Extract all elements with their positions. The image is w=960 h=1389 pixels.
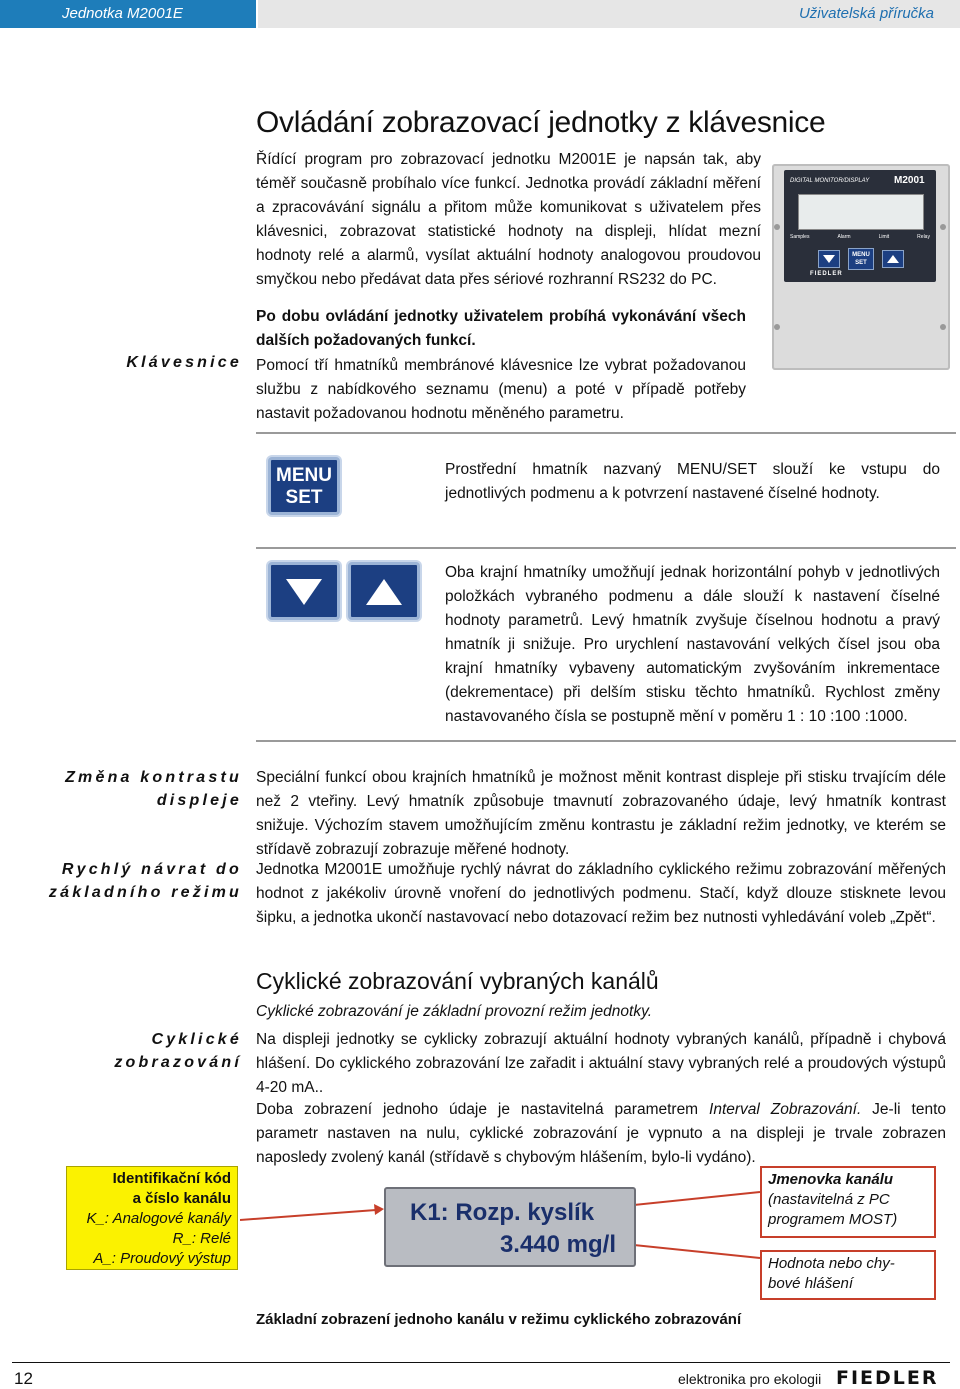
bold-note: Po dobu ovládání jednotky uživatelem probíhá vykonávání všech dalších požadovaných funkcí. bbox=[256, 308, 746, 349]
intro-paragraph bbox=[256, 148, 761, 292]
device-display bbox=[798, 194, 924, 230]
device-brand: FIEDLER bbox=[810, 271, 843, 277]
device-screw bbox=[774, 224, 780, 230]
section-title: Ovládání zobrazovací jednotky z klávesnice bbox=[256, 106, 826, 139]
down-arrow-key bbox=[268, 562, 340, 620]
device-key-menu-label: MENU bbox=[852, 252, 870, 258]
cyclic-paragraph-1: Na displeji jednotky se cyklicky zobrazují aktuální hodnoty vybraných kanálů, případně i chybová hlášení. Do cyklického zobrazování lze zařadit i aktuální stavy vybraných relé a proudových výstupů 4-20 mA.. bbox=[256, 1031, 946, 1096]
menu-key-label: MENU bbox=[276, 465, 332, 486]
intro-text: Řídící program pro zobrazovací jednotku M2001E je napsán tak, aby téměř současně probíhalo více funkcí. Jednotka provádí základní měření a zpracovávání signálu a přitom může komunikovat s uživatelem přes klávesnici, zobrazovat statistické hodnoty na displeji, hlídat mezní hodnoty relé a alarmů, vysílat aktuální hodnoty analogovou proudovou smyčkou nebo předávat data přes sériové rozhranní RS232 do PC. bbox=[256, 151, 761, 288]
footer-text: elektronika pro ekologii bbox=[678, 1371, 822, 1387]
separator bbox=[256, 547, 956, 549]
yellow-line-2: a číslo kanálu bbox=[132, 1190, 231, 1207]
yellow-line-5: A_: Proudový výstup bbox=[93, 1250, 231, 1267]
note-name-line-3: programem MOST) bbox=[768, 1211, 898, 1228]
note-name-line-1: Jmenovka kanálu bbox=[768, 1171, 894, 1188]
side-heading-cyclic: Cyklické zobrazování bbox=[114, 1031, 242, 1071]
arrow-keys-description: Oba krajní hmatníky umožňují jednak horizontální pohyb v jednotlivých položkách vybraného podmenu a dále slouží k nastavení číselné hodnoty parametrů. Levý hmatník zvyšuje číselnou hodnotu a pravý hmatník ji snižuje. Pro urychlení nastavování velkých čísel jsou oba krajní hmatníky vybaveny automatickým zvyšováním inkrementace (dekrementace) při delším stisku těchto hmatníků. Rychlost změny nastavovaného čísla se postupně mění v poměru 1 : 10 :100 :1000. bbox=[445, 564, 940, 725]
section2-subtitle: Cyklické zobrazování je základní provozní režim jednotky. bbox=[256, 1003, 652, 1020]
note-value-line-2: bové hlášení bbox=[768, 1275, 854, 1292]
p2-before: Doba zobrazení jednoho údaje je nastavitelná parametrem bbox=[256, 1101, 710, 1118]
section2-title: Cyklické zobrazování vybraných kanálů bbox=[256, 968, 659, 994]
footer-brand-logo: FIEDLER bbox=[836, 1367, 939, 1389]
yellow-line-4: R_: Relé bbox=[172, 1230, 231, 1247]
figure-caption: Základní zobrazení jednoho kanálu v režimu cyklického zobrazování bbox=[256, 1311, 742, 1328]
display-line-2: 3.440 mg/l bbox=[499, 1231, 616, 1258]
device-screw bbox=[940, 324, 946, 330]
header-product: Jednotka M2001E bbox=[0, 0, 256, 28]
arrow-down-icon bbox=[819, 251, 839, 267]
return-text: Jednotka M2001E umožňuje rychlý návrat do základního cyklického režimu zobrazování měřených hodnot z jakékoliv úrovně vnoření do jednotlivých podmenu. Stačí, když dlouze stisknete levou šipku, a jednotka ukončí nastavovací nebo dotazovací režim bez nutnosti vyhledávání voleb „Zpět“. bbox=[256, 861, 946, 926]
p2-parameter: Interval Zobrazování. bbox=[709, 1101, 862, 1118]
note-value-line-1: Hodnota nebo chy- bbox=[768, 1255, 895, 1272]
side-heading-klavesnice: Klávesnice bbox=[126, 354, 242, 371]
footer-rule bbox=[12, 1362, 950, 1363]
channel-id-box bbox=[66, 1166, 238, 1270]
device-key-menu bbox=[848, 248, 874, 270]
channel-name-note bbox=[760, 1166, 936, 1238]
channel-display bbox=[384, 1187, 636, 1267]
device-key-set-label: SET bbox=[855, 260, 867, 266]
yellow-line-3: K_: Analogové kanály bbox=[86, 1210, 231, 1227]
device-label: Relay bbox=[917, 234, 930, 240]
device-labels bbox=[790, 234, 930, 244]
side-heading-contrast: Změna kontrastu displeje bbox=[65, 769, 242, 809]
set-key-label: SET bbox=[285, 487, 323, 508]
side-heading-return: Rychlý návrat do základního režimu bbox=[48, 861, 242, 901]
device-screw bbox=[940, 224, 946, 230]
menu-set-key bbox=[268, 457, 340, 515]
separator bbox=[256, 432, 956, 434]
up-arrow-key bbox=[348, 562, 420, 620]
device-key-down bbox=[818, 250, 840, 268]
device-screw bbox=[774, 324, 780, 330]
arrow-down-icon bbox=[271, 565, 337, 617]
arrow-up-icon bbox=[883, 251, 903, 267]
menu-key-description: Prostřední hmatník nazvaný MENU/SET slouží ke vstupu do jednotlivých podmenu a k potvrzení nastavené číselné hodnoty. bbox=[445, 461, 940, 502]
p2-after: Je-li tento parametr nastaven na nulu, cyklické zobrazování je vypnuto a na displeji je trvale zobrazen naposledy zvolený kanál (střídavě s chybovým hlášením, bylo-li vydáno). bbox=[256, 1101, 946, 1166]
page-number: 12 bbox=[14, 1369, 33, 1388]
device-label: Alarm bbox=[837, 234, 851, 240]
device-front bbox=[784, 170, 936, 282]
cyclic-paragraph-2 bbox=[256, 1098, 946, 1170]
arrow-up-icon bbox=[351, 565, 417, 617]
device-label: Limit bbox=[878, 234, 890, 240]
separator bbox=[256, 740, 956, 742]
note-name-line-2: (nastavitelná z PC bbox=[768, 1191, 890, 1208]
yellow-line-1: Identifikační kód bbox=[112, 1170, 231, 1187]
device-key-up bbox=[882, 250, 904, 268]
device-model: M2001 bbox=[894, 175, 925, 186]
device-top-text: DIGITAL MONITOR/DISPLAY bbox=[790, 178, 870, 184]
value-note bbox=[760, 1250, 936, 1300]
display-line-1: K1: Rozp. kyslík bbox=[410, 1199, 595, 1226]
device-label: Samples bbox=[790, 234, 810, 240]
device-image bbox=[772, 164, 950, 370]
header-manual-title: Uživatelská příručka bbox=[258, 0, 960, 28]
contrast-text: Speciální funkcí obou krajních hmatníků je možnost měnit kontrast displeje při stisku trvajícím déle než 2 vteřiny. Levý hmatník způsobuje tmavnutí zobrazovaného údaje, levý hmatník kontrast snižuje. Výchozím stavem umožňujícím změnu kontrastu je základní režim jednotky, ve kterém se střídavě zobrazují zobrazuje měřené hodnoty. bbox=[256, 769, 946, 858]
klavesnice-text: Pomocí tří hmatníků membránové klávesnice lze vybrat požadovanou službu z nabídkového seznamu (menu) a poté v případě potřeby nastavit požadovanou hodnotu měněného parametru. bbox=[256, 357, 746, 422]
